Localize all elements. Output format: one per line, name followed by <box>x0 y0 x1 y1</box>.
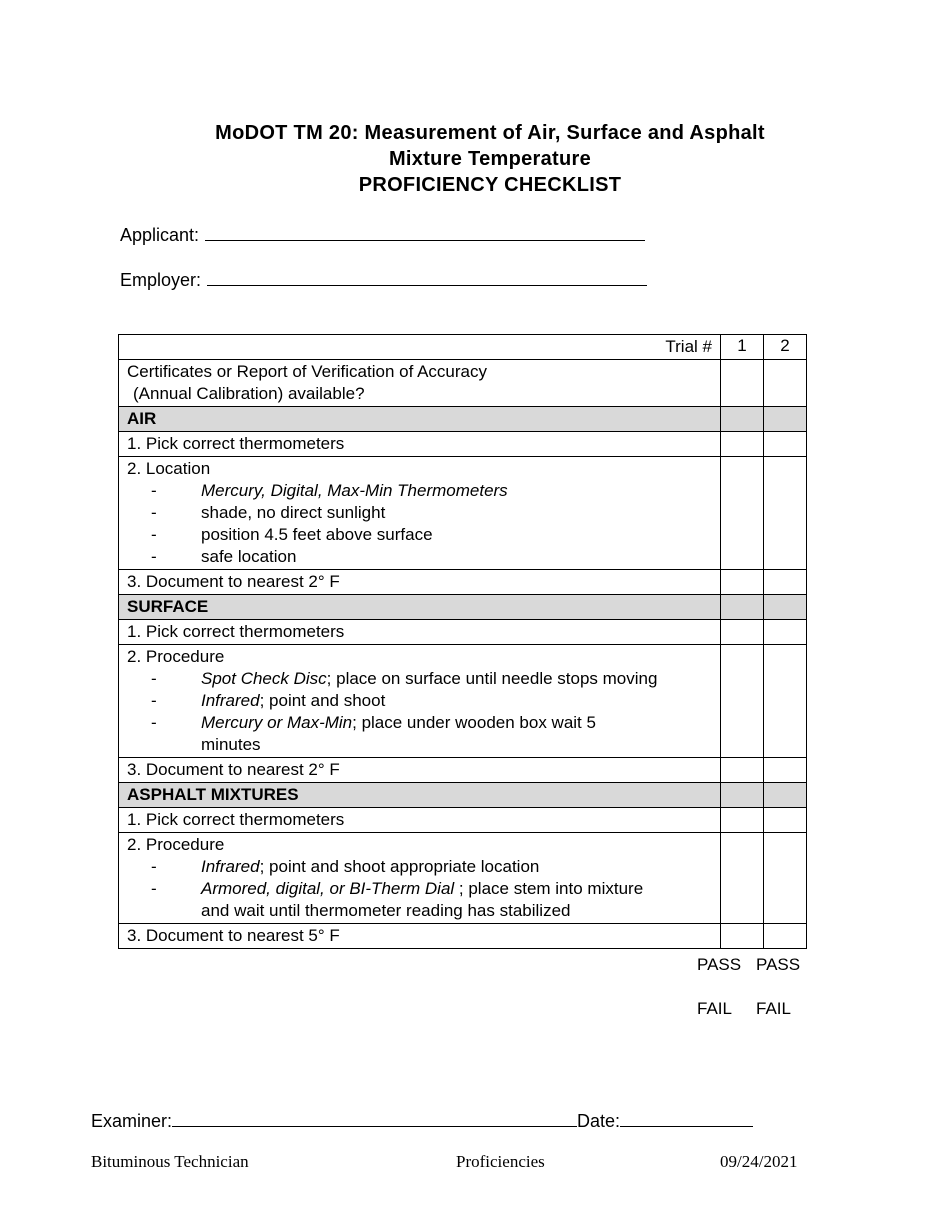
bullet-dash: - <box>151 857 157 876</box>
trial-2-cell[interactable] <box>764 570 807 595</box>
pass-trial-1[interactable]: PASS <box>697 955 742 974</box>
examiner-signature-line[interactable] <box>172 1110 577 1127</box>
applicant-field[interactable] <box>120 224 645 246</box>
date-label: Date: <box>577 1111 621 1131</box>
pass-trial-2[interactable]: PASS <box>756 955 801 974</box>
date-line[interactable] <box>620 1110 753 1127</box>
trial-1-header: 1 <box>721 335 764 360</box>
air-item-2-label: 2. Location <box>127 459 211 478</box>
asphalt-item-3: 3. Document to nearest 5° F <box>119 924 721 949</box>
trial-2-cell[interactable] <box>764 432 807 457</box>
surface-sub-2-rest: ; point and shoot <box>259 691 386 710</box>
bullet-dash: - <box>151 669 157 688</box>
asphalt-item-1: 1. Pick correct thermometers <box>119 808 721 833</box>
footer-left: Bituminous Technician <box>91 1152 249 1171</box>
section-cell <box>721 783 764 808</box>
asphalt-sub-1-italic: Infrared <box>201 857 260 876</box>
fail-trial-2[interactable]: FAIL <box>756 999 791 1018</box>
trial-2-cell[interactable] <box>764 808 807 833</box>
air-sub-4: safe location <box>201 547 297 566</box>
trial-2-header: 2 <box>764 335 807 360</box>
table-row <box>119 758 807 783</box>
surface-sub-3-cont: minutes <box>201 735 261 754</box>
surface-item-2-label: 2. Procedure <box>127 647 225 666</box>
page-title <box>120 120 860 198</box>
table-row <box>119 432 807 457</box>
asphalt-sub-2-rest: ; place stem into mixture <box>454 879 644 898</box>
trial-1-cell[interactable] <box>721 432 764 457</box>
trial-1-cell[interactable] <box>721 620 764 645</box>
employer-label: Employer: <box>120 270 202 290</box>
certificate-line-1: Certificates or Report of Verification of Accuracy <box>127 362 487 381</box>
bullet-dash: - <box>151 879 157 898</box>
trial-1-cell[interactable] <box>721 360 764 407</box>
bullet-dash: - <box>151 525 157 544</box>
bullet-dash: - <box>151 691 157 710</box>
trial-1-cell[interactable] <box>721 457 764 570</box>
certificate-cell <box>119 360 721 407</box>
asphalt-sub-2-italic: Armored, digital, or BI-Therm Dial <box>201 879 455 898</box>
table-row <box>119 808 807 833</box>
asphalt-sub-2-cont: and wait until thermometer reading has stabilized <box>201 901 571 920</box>
section-cell <box>764 595 807 620</box>
trial-2-cell[interactable] <box>764 457 807 570</box>
section-cell <box>721 595 764 620</box>
examiner-line <box>91 1110 753 1132</box>
surface-sub-3-rest: ; place under wooden box wait 5 <box>352 713 596 732</box>
trial-2-cell[interactable] <box>764 620 807 645</box>
table-row <box>119 620 807 645</box>
trial-2-cell[interactable] <box>764 758 807 783</box>
applicant-line[interactable] <box>205 224 645 241</box>
footer-center: Proficiencies <box>456 1152 545 1171</box>
employer-field[interactable] <box>120 269 647 291</box>
trial-2-cell[interactable] <box>764 924 807 949</box>
surface-sub-2-italic: Infrared <box>201 691 260 710</box>
trial-2-cell[interactable] <box>764 833 807 924</box>
trial-1-cell[interactable] <box>721 808 764 833</box>
trial-1-cell[interactable] <box>721 645 764 758</box>
section-label-surface: SURFACE <box>119 595 721 620</box>
trial-label: Trial # <box>119 335 721 360</box>
examiner-label: Examiner: <box>91 1111 173 1131</box>
trial-header-row <box>119 335 807 360</box>
table-row <box>119 457 807 570</box>
surface-sub-1-rest: ; place on surface until needle stops moving <box>326 669 658 688</box>
fail-trial-1[interactable]: FAIL <box>697 999 732 1018</box>
air-sub-1: Mercury, Digital, Max-Min Thermometers <box>201 481 508 500</box>
section-label-air: AIR <box>119 407 721 432</box>
title-line-1: MoDOT TM 20: Measurement of Air, Surface and Asphalt <box>215 122 765 144</box>
employer-line[interactable] <box>207 269 647 286</box>
table-row <box>119 645 807 758</box>
applicant-label: Applicant: <box>120 225 200 245</box>
surface-sub-1-italic: Spot Check Disc <box>201 669 327 688</box>
air-item-2 <box>119 457 721 570</box>
table-row <box>119 833 807 924</box>
surface-sub-3-italic: Mercury or Max-Min <box>201 713 353 732</box>
trial-1-cell[interactable] <box>721 833 764 924</box>
asphalt-sub-1-rest: ; point and shoot appropriate location <box>259 857 540 876</box>
title-line-3: PROFICIENCY CHECKLIST <box>358 174 622 196</box>
table-row <box>119 570 807 595</box>
bullet-dash: - <box>151 503 157 522</box>
footer-date: 09/24/2021 <box>720 1152 798 1171</box>
table-row <box>119 924 807 949</box>
air-sub-2: shade, no direct sunlight <box>201 503 386 522</box>
air-item-1: 1. Pick correct thermometers <box>119 432 721 457</box>
surface-item-3: 3. Document to nearest 2° F <box>119 758 721 783</box>
trial-2-cell[interactable] <box>764 645 807 758</box>
section-label-asphalt: ASPHALT MIXTURES <box>119 783 721 808</box>
trial-1-cell[interactable] <box>721 924 764 949</box>
air-item-3: 3. Document to nearest 2° F <box>119 570 721 595</box>
section-cell <box>764 407 807 432</box>
checklist-table <box>118 334 807 949</box>
asphalt-item-2 <box>119 833 721 924</box>
table-row <box>119 360 807 407</box>
section-cell <box>721 407 764 432</box>
bullet-dash: - <box>151 713 157 732</box>
section-header-asphalt <box>119 783 807 808</box>
section-header-air <box>119 407 807 432</box>
surface-item-2 <box>119 645 721 758</box>
trial-1-cell[interactable] <box>721 758 764 783</box>
surface-item-1: 1. Pick correct thermometers <box>119 620 721 645</box>
section-cell <box>764 783 807 808</box>
certificate-line-2: (Annual Calibration) available? <box>133 384 365 403</box>
trial-2-cell[interactable] <box>764 360 807 407</box>
asphalt-item-2-label: 2. Procedure <box>127 835 225 854</box>
air-sub-3: position 4.5 feet above surface <box>201 525 433 544</box>
bullet-dash: - <box>151 547 157 566</box>
section-header-surface <box>119 595 807 620</box>
title-line-2: Mixture Temperature <box>388 148 592 170</box>
bullet-dash: - <box>151 481 157 500</box>
trial-1-cell[interactable] <box>721 570 764 595</box>
